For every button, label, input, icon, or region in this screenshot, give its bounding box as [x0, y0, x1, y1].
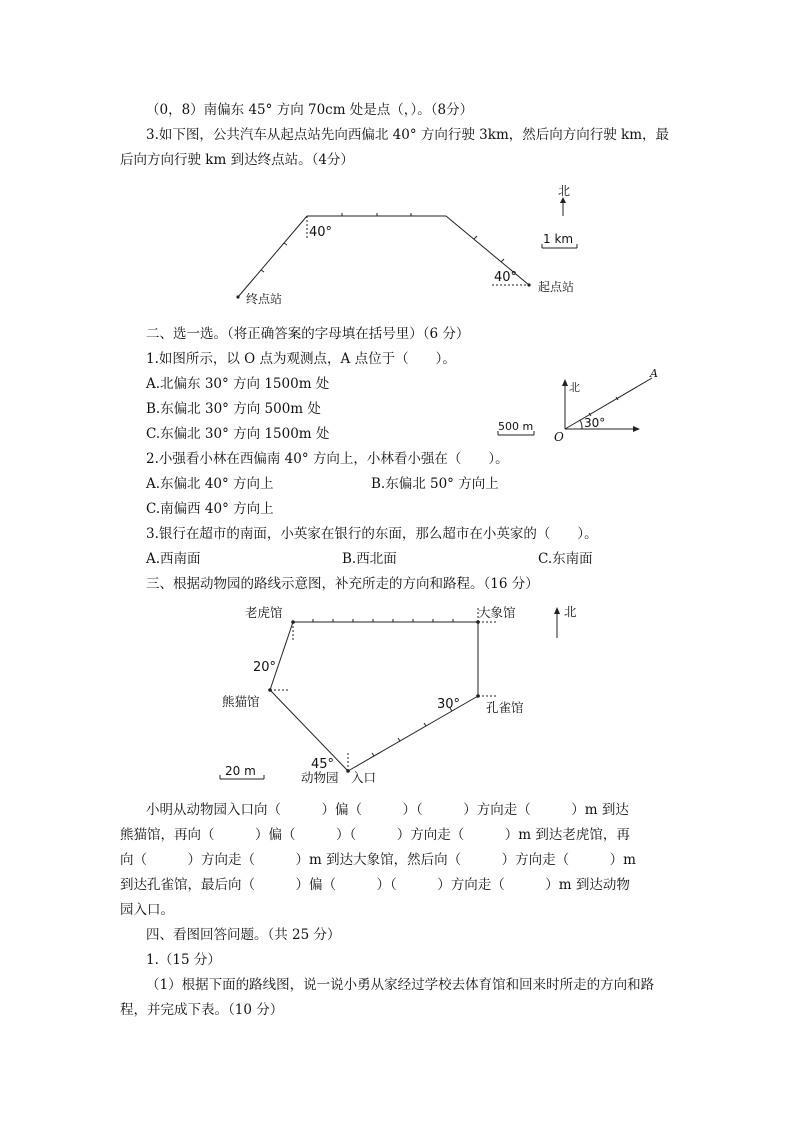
zoo-route-diagram: [215, 598, 595, 790]
section-4-question-1-part-1: （1）根据下面的路线图，说一说小勇从家经过学校去体育馆和回来时所走的方向和路: [146, 977, 655, 993]
elephant-house-label: 大象馆: [478, 605, 516, 620]
question-2-3: 3.银行在超市的南面，小英家在银行的东面，那么超市在小英家的（ ）。: [146, 526, 598, 542]
angle-label-left: 40°: [309, 225, 333, 240]
option-1a: A.北偏东 30° 方向 1500m 处: [146, 376, 330, 392]
scale-label: 20 m: [225, 764, 256, 778]
option-3a: A.西南面: [146, 551, 201, 567]
entrance-label: 入口: [351, 770, 377, 785]
north-label: 北: [558, 184, 571, 198]
fill-paragraph-line-5: 园入口。: [120, 902, 174, 918]
option-1c: C.东偏北 30° 方向 1500m 处: [146, 426, 330, 442]
question-3-line-1: 3.如下图，公共汽车从起点站先向西偏北 40° 方向行驶 3km，然后向方向行驶 km，最: [146, 127, 670, 143]
point-a-diagram: [490, 365, 670, 447]
angle-30-label: 30°: [437, 697, 461, 712]
fill-paragraph-line-3: 向（ ）方向走（ ）m 到达大象馆，然后向（ ）方向走（ ）m: [120, 852, 636, 868]
question-2-2: 2.小强看小林在西偏南 40° 方向上，小林看小强在（ ）。: [146, 451, 509, 467]
bus-route-diagram: [220, 178, 600, 313]
point-o-label: O: [554, 430, 564, 444]
option-2a: A.东偏北 40° 方向上: [146, 476, 274, 492]
scale-label: 1 km: [543, 232, 574, 246]
point-a-label: A: [650, 367, 658, 380]
angle-45-label: 45°: [311, 757, 335, 772]
question-line: （0，8）南偏东 45° 方向 70cm 处是点（，）。（8分）: [146, 102, 474, 118]
question-2-1: 1.如图所示，以 O 点为观测点，A 点位于（ ）。: [146, 351, 456, 367]
section-3-heading: 三、根据动物园的路线示意图，补充所走的方向和路程。（16 分）: [146, 576, 539, 592]
zoo-label: 动物园: [301, 770, 339, 785]
section-4-question-1: 1.（15 分）: [146, 952, 221, 968]
section-4-question-1-part-1-cont: 程，并完成下表。（10 分）: [120, 1002, 284, 1018]
scale-label: 500 m: [498, 420, 534, 433]
panda-house-label: 熊猫馆: [222, 694, 260, 709]
section-4-heading: 四、看图回答问题。（共 25 分）: [146, 927, 341, 943]
fill-paragraph-line-4: 到达孔雀馆，最后向（ ）偏（ ）（ ）方向走（ ）m 到达动物: [120, 877, 630, 893]
option-2c: C.南偏西 40° 方向上: [146, 501, 274, 517]
question-3-line-2: 后向方向行驶 km 到达终点站。（4分）: [120, 152, 354, 168]
tiger-house-label: 老虎馆: [245, 605, 283, 620]
angle-label-right: 40°: [494, 270, 518, 285]
peacock-house-label: 孔雀馆: [486, 700, 524, 715]
end-station-label: 终点站: [246, 292, 283, 306]
angle-label: 30°: [584, 416, 606, 430]
option-2b: B.东偏北 50° 方向上: [371, 476, 499, 492]
section-2-heading: 二、选一选。（将正确答案的字母填在括号里）（6 分）: [146, 326, 470, 342]
north-label: 北: [564, 604, 577, 619]
fill-paragraph-line-1: 小明从动物园入口向（ ）偏（ ）（ ）方向走（ ）m 到达: [146, 802, 629, 818]
fill-paragraph-line-2: 熊猫馆，再向（ ）偏（ ）（ ）方向走（ ）m 到达老虎馆，再: [120, 827, 630, 843]
angle-20-label: 20°: [253, 660, 277, 675]
north-label: 北: [569, 381, 580, 394]
start-station-label: 起点站: [538, 280, 575, 294]
option-3c: C.东南面: [538, 551, 593, 567]
option-1b: B.东偏北 30° 方向 500m 处: [146, 401, 321, 417]
option-3b: B.西北面: [342, 551, 397, 567]
